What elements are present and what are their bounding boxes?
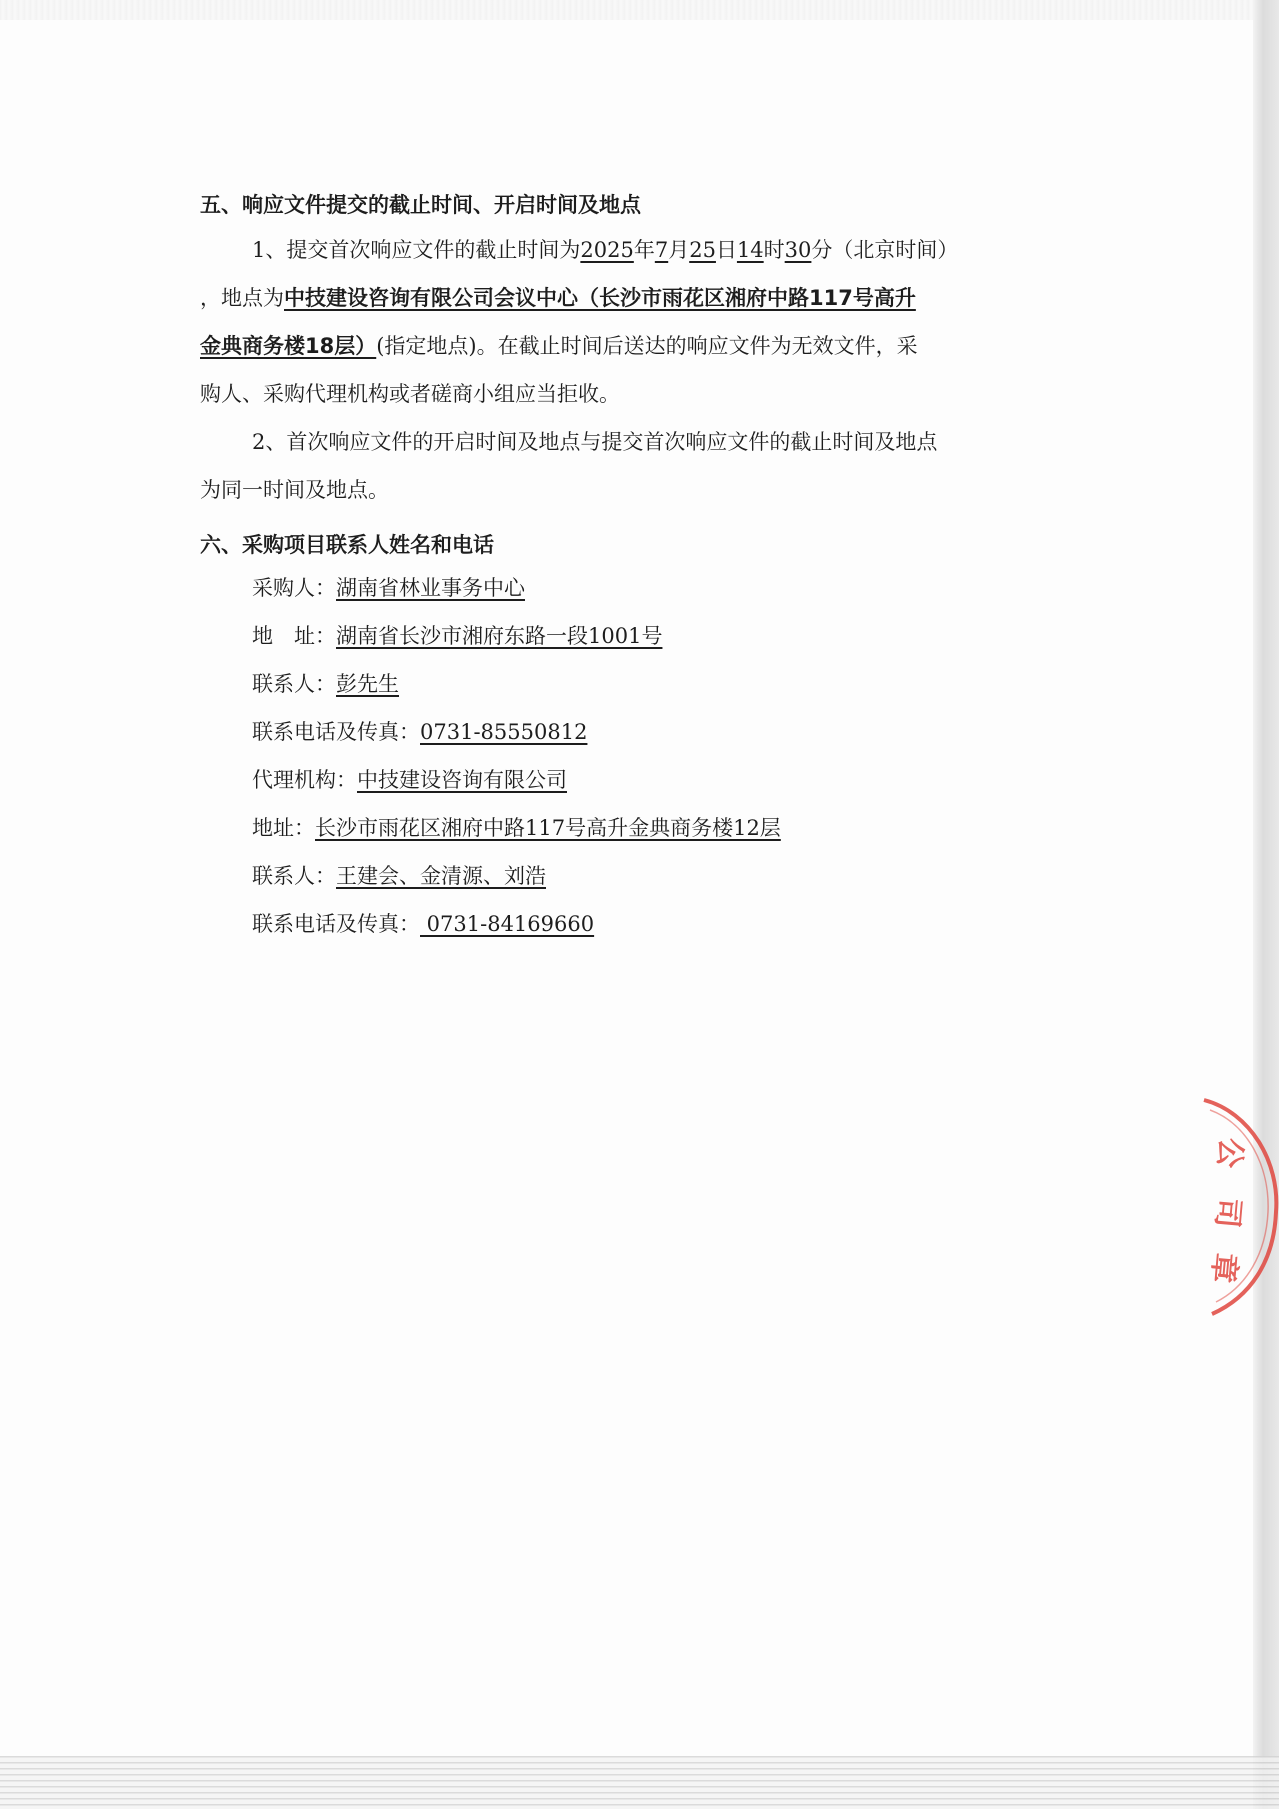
purchaser-phone-row	[252, 717, 587, 747]
section5-heading: 五、响应文件提交的截止时间、开启时间及地点	[200, 193, 641, 217]
scan-edge-top	[0, 0, 1279, 20]
agency-phone-label: 联系电话及传真：	[252, 912, 420, 936]
deadline-minute-unit: 分（北京时间）	[811, 238, 959, 262]
purchaser-contact-row	[252, 669, 399, 699]
seal-char-3: 章	[1204, 1251, 1243, 1285]
scan-edge-right	[1253, 0, 1279, 1809]
seal-char-2: 司	[1208, 1196, 1247, 1230]
deadline-year-unit: 年	[633, 238, 655, 262]
location-value-part2: 金典商务楼18层）	[200, 334, 377, 358]
purchaser-address-label: 地 址：	[252, 624, 336, 648]
section5-paragraph2-line2: 为同一时间及地点。	[200, 478, 389, 502]
purchaser-address-value: 湖南省长沙市湘府东路一段1001号	[336, 624, 663, 648]
deadline-hour: 14	[736, 238, 764, 262]
agency-contact-row	[252, 861, 546, 891]
purchaser-value: 湖南省林业事务中心	[336, 576, 525, 600]
section5-paragraph1-line1	[252, 235, 958, 265]
deadline-month: 7	[654, 238, 669, 262]
deadline-year: 2025	[580, 238, 634, 262]
scan-edge-bottom	[0, 1756, 1279, 1809]
deadline-month-unit: 月	[668, 238, 690, 262]
agency-phone-row	[252, 909, 594, 939]
agency-value: 中技建设咨询有限公司	[357, 768, 567, 792]
deadline-prefix: 1、提交首次响应文件的截止时间为	[252, 238, 581, 262]
deadline-hour-unit: 时	[763, 238, 785, 262]
agency-label: 代理机构：	[252, 768, 357, 792]
location-value-part1: 中技建设咨询有限公司会议中心（长沙市雨花区湘府中路117号高升	[284, 286, 916, 310]
section5-paragraph1-line3	[200, 331, 918, 361]
seal-char-1: 公	[1210, 1136, 1249, 1170]
agency-row	[252, 765, 567, 795]
deadline-day-unit: 日	[715, 238, 737, 262]
agency-phone-value: 0731-84169660	[420, 912, 595, 936]
purchaser-contact-label: 联系人：	[252, 672, 336, 696]
purchaser-label: 采购人：	[252, 576, 336, 600]
purchaser-contact-value: 彭先生	[336, 672, 399, 696]
purchaser-address-row	[252, 621, 662, 651]
purchaser-phone-value: 0731-85550812	[420, 720, 588, 744]
agency-address-value: 长沙市雨花区湘府中路117号高升金典商务楼12层	[315, 816, 781, 840]
purchaser-row	[252, 573, 525, 603]
section5-paragraph1-line2	[200, 283, 916, 313]
section5-paragraph2-line1: 2、首次响应文件的开启时间及地点与提交首次响应文件的截止时间及地点	[252, 430, 938, 454]
location-note: (指定地点)。在截止时间后送达的响应文件为无效文件，采	[376, 334, 918, 358]
agency-address-label: 地址：	[252, 816, 315, 840]
purchaser-phone-label: 联系电话及传真：	[252, 720, 420, 744]
location-prefix: ，地点为	[200, 286, 284, 310]
section6-heading: 六、采购项目联系人姓名和电话	[200, 533, 494, 557]
agency-contact-value: 王建会、金清源、刘浩	[336, 864, 546, 888]
company-seal-stamp	[1190, 1092, 1279, 1322]
deadline-minute: 30	[784, 238, 812, 262]
agency-contact-label: 联系人：	[252, 864, 336, 888]
agency-address-row	[252, 813, 781, 843]
deadline-day: 25	[689, 238, 716, 262]
section5-paragraph1-line4: 购人、采购代理机构或者磋商小组应当拒收。	[200, 382, 620, 406]
